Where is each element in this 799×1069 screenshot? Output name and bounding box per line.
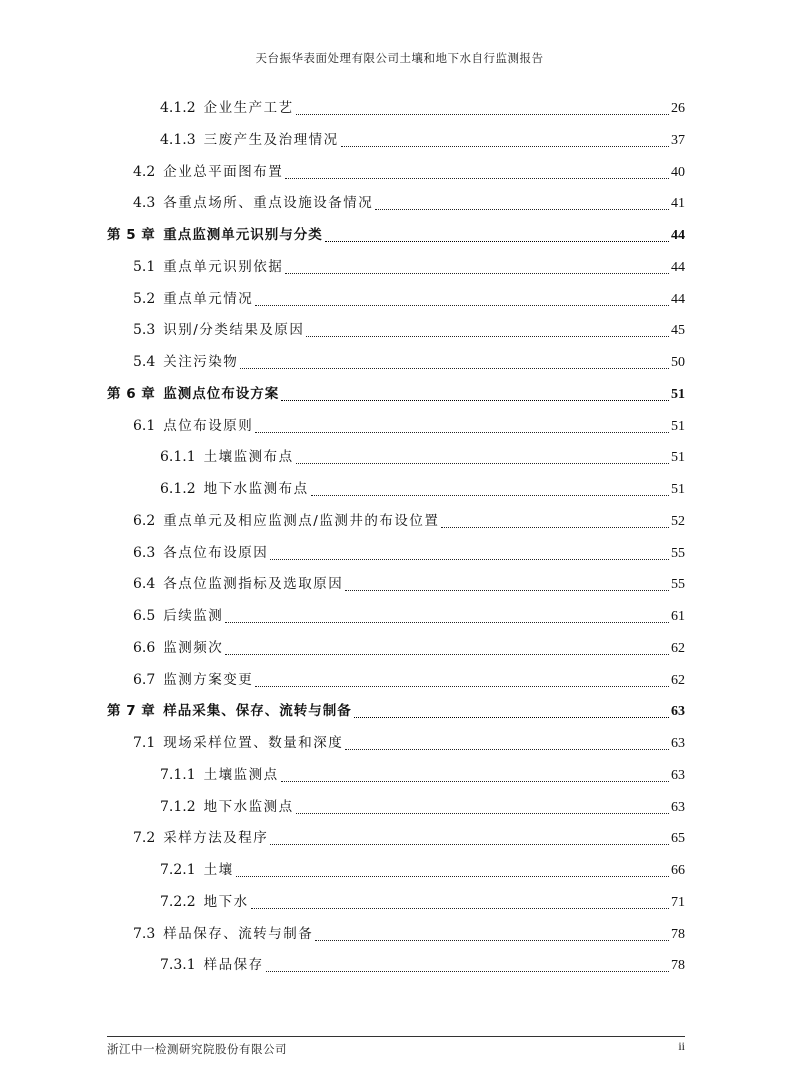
- toc-entry-page: 51: [671, 418, 685, 434]
- toc-entry-number: 6.7: [133, 671, 156, 688]
- toc-entry-page: 52: [671, 513, 685, 529]
- toc-entry-page: 66: [671, 863, 685, 878]
- toc-leader-dots: [345, 589, 669, 591]
- toc-entry[interactable]: [133, 192, 685, 214]
- toc-entry-page: 63: [671, 799, 685, 815]
- toc-entry-page: 44: [671, 228, 685, 243]
- toc-entry-title: 企业生产工艺: [203, 100, 294, 116]
- toc-leader-dots: [441, 526, 669, 528]
- toc-entry-number: 4.2: [133, 163, 156, 180]
- toc-entry-number: 6.1.2: [160, 481, 196, 497]
- page-header: 天台振华表面处理有限公司土壤和地下水自行监测报告: [255, 51, 544, 65]
- toc-entry-number: 7.2: [133, 830, 156, 847]
- toc-entry-page: 63: [671, 704, 685, 720]
- toc-entry-number: 7.1.1: [160, 766, 196, 783]
- toc-entry-title: 各点位监测指标及选取原因: [163, 576, 344, 593]
- toc-chapter-entry[interactable]: [107, 383, 685, 405]
- toc-entry-number: 6.6: [133, 639, 156, 656]
- toc-entry-page: 65: [671, 831, 685, 847]
- toc-entry[interactable]: [160, 764, 685, 786]
- toc-entry[interactable]: [133, 542, 685, 564]
- toc-leader-dots: [240, 367, 669, 369]
- toc-entry-title: 土壤监测布点: [203, 449, 294, 466]
- toc-leader-dots: [296, 462, 669, 464]
- toc-entry-page: 51: [671, 450, 685, 466]
- toc-entry[interactable]: [133, 415, 685, 437]
- toc-entry[interactable]: [133, 510, 685, 532]
- toc-entry-number: 6.1: [133, 417, 156, 434]
- toc-entry[interactable]: [160, 796, 685, 818]
- toc-entry-title: 地下水监测布点: [203, 481, 309, 497]
- toc-entry-number: 4.1.2: [160, 100, 196, 116]
- toc-entry-title: 样品采集、保存、流转与制备: [163, 703, 352, 720]
- toc-chapter-entry[interactable]: [107, 224, 685, 246]
- toc-entry-page: 62: [671, 672, 685, 688]
- toc-entry-page: 51: [671, 482, 685, 497]
- toc-entry-title: 重点监测单元识别与分类: [163, 227, 323, 243]
- toc-leader-dots: [341, 145, 669, 147]
- toc-entry-title: 监测方案变更: [163, 671, 254, 688]
- toc-leader-dots: [270, 843, 669, 845]
- toc-leader-dots: [345, 748, 669, 750]
- toc-entry-title: 重点单元及相应监测点/监测井的布设位置: [163, 512, 440, 529]
- toc-entry[interactable]: [133, 669, 685, 691]
- toc-entry[interactable]: [133, 605, 685, 627]
- toc-entry[interactable]: [160, 97, 685, 119]
- toc-entry-number: 6.1.1: [160, 449, 196, 466]
- toc-entry-number: 7.3.1: [160, 957, 196, 974]
- toc-entry[interactable]: [133, 573, 685, 595]
- toc-entry-title: 关注污染物: [163, 354, 239, 370]
- toc-entry-title: 重点单元识别依据: [163, 258, 284, 275]
- toc-leader-dots: [285, 177, 669, 179]
- toc-entry[interactable]: [160, 478, 685, 500]
- toc-entry-title: 三废产生及治理情况: [203, 131, 339, 148]
- toc-entry[interactable]: [160, 954, 685, 976]
- toc-entry-title: 监测频次: [163, 639, 224, 656]
- toc-entry-title: 监测点位布设方案: [163, 385, 280, 402]
- toc-entry-page: 55: [671, 545, 685, 561]
- toc-entry-number: 第 6 章: [107, 385, 156, 402]
- toc-entry-title: 企业总平面图布置: [163, 163, 284, 180]
- toc-entry-page: 40: [671, 164, 685, 180]
- toc-entry-number: 7.2.1: [160, 862, 196, 878]
- toc-entry-title: 土壤: [203, 862, 234, 878]
- toc-entry-page: 37: [671, 132, 685, 148]
- toc-entry-title: 各重点场所、重点设施设备情况: [163, 195, 374, 212]
- toc-entry-number: 5.1: [133, 258, 156, 275]
- toc-entry-page: 55: [671, 577, 685, 593]
- toc-chapter-entry[interactable]: [107, 700, 685, 722]
- toc-leader-dots: [375, 208, 669, 210]
- toc-entry-number: 第 7 章: [107, 703, 156, 720]
- footer-page-number: ii: [678, 1039, 685, 1053]
- toc-entry-title: 后续监测: [163, 608, 224, 624]
- footer-divider: [107, 1036, 685, 1037]
- toc-entry-page: 41: [671, 196, 685, 212]
- toc-entry-number: 6.3: [133, 544, 156, 561]
- toc-leader-dots: [255, 685, 669, 687]
- toc-leader-dots: [354, 716, 669, 718]
- toc-entry-page: 78: [671, 926, 685, 942]
- toc-entry[interactable]: [133, 256, 685, 278]
- toc-entry[interactable]: [160, 859, 685, 881]
- toc-leader-dots: [285, 272, 669, 274]
- toc-leader-dots: [225, 621, 669, 623]
- toc-entry-page: 62: [671, 640, 685, 656]
- toc-entry-page: 78: [671, 958, 685, 974]
- toc-entry[interactable]: [133, 351, 685, 373]
- toc-entry-number: 4.3: [133, 195, 156, 212]
- toc-entry-title: 采样方法及程序: [163, 830, 269, 847]
- toc-leader-dots: [251, 907, 669, 909]
- toc-entry-title: 各点位布设原因: [163, 544, 269, 561]
- toc-leader-dots: [270, 558, 669, 560]
- toc-entry-page: 71: [671, 894, 685, 910]
- toc-entry[interactable]: [160, 129, 685, 151]
- toc-entry[interactable]: [133, 288, 685, 310]
- toc-entry-number: 6.2: [133, 512, 156, 529]
- toc-leader-dots: [255, 431, 669, 433]
- toc-entry-page: 26: [671, 101, 685, 116]
- footer-company: 浙江中一检测研究院股份有限公司: [107, 1042, 287, 1056]
- toc-entry[interactable]: [133, 732, 685, 754]
- toc-entry-title: 样品保存、流转与制备: [163, 925, 314, 942]
- toc-entry[interactable]: [133, 827, 685, 849]
- toc-entry-number: 6.5: [133, 608, 156, 624]
- toc-leader-dots: [315, 939, 669, 941]
- toc-entry-title: 地下水监测点: [203, 798, 294, 815]
- toc-entry-page: 44: [671, 291, 685, 307]
- toc-entry-number: 7.2.2: [160, 893, 196, 910]
- toc-leader-dots: [281, 399, 669, 401]
- toc-entry-number: 5.4: [133, 354, 156, 370]
- toc-leader-dots: [255, 304, 669, 306]
- toc-leader-dots: [325, 240, 669, 242]
- toc-entry-number: 5.3: [133, 322, 156, 339]
- toc-entry-number: 7.3: [133, 925, 156, 942]
- toc-leader-dots: [306, 335, 669, 337]
- toc-entry[interactable]: [160, 446, 685, 468]
- toc-entry-number: 4.1.3: [160, 131, 196, 148]
- toc-entry[interactable]: [133, 161, 685, 183]
- toc-entry-number: 第 5 章: [107, 227, 156, 243]
- toc-entry[interactable]: [133, 319, 685, 341]
- toc-entry-number: 7.1: [133, 735, 156, 751]
- toc-entry-page: 45: [671, 323, 685, 339]
- toc-leader-dots: [225, 653, 669, 655]
- toc-entry-page: 44: [671, 259, 685, 275]
- toc-entry-page: 51: [671, 386, 685, 402]
- toc-leader-dots: [266, 970, 669, 972]
- toc-entry-page: 50: [671, 355, 685, 370]
- toc-entry-page: 63: [671, 736, 685, 751]
- toc-entry-page: 63: [671, 767, 685, 783]
- toc-entry[interactable]: [133, 637, 685, 659]
- toc-leader-dots: [281, 780, 669, 782]
- toc-entry[interactable]: [160, 891, 685, 913]
- toc-entry-title: 现场采样位置、数量和深度: [163, 735, 344, 751]
- toc-entry-title: 土壤监测点: [203, 766, 279, 783]
- toc-entry[interactable]: [133, 923, 685, 945]
- toc-entry-title: 样品保存: [203, 957, 264, 974]
- toc-entry-number: 5.2: [133, 290, 156, 307]
- toc-entry-number: 7.1.2: [160, 798, 196, 815]
- toc-entry-title: 地下水: [203, 893, 249, 910]
- toc-leader-dots: [311, 494, 669, 496]
- toc-entry-title: 点位布设原则: [163, 417, 254, 434]
- toc-entry-number: 6.4: [133, 576, 156, 593]
- toc-leader-dots: [296, 812, 669, 814]
- toc-leader-dots: [236, 875, 669, 877]
- toc-entry-title: 识别/分类结果及原因: [163, 322, 305, 339]
- toc-entry-page: 61: [671, 609, 685, 624]
- toc-leader-dots: [296, 113, 669, 115]
- toc-entry-title: 重点单元情况: [163, 290, 254, 307]
